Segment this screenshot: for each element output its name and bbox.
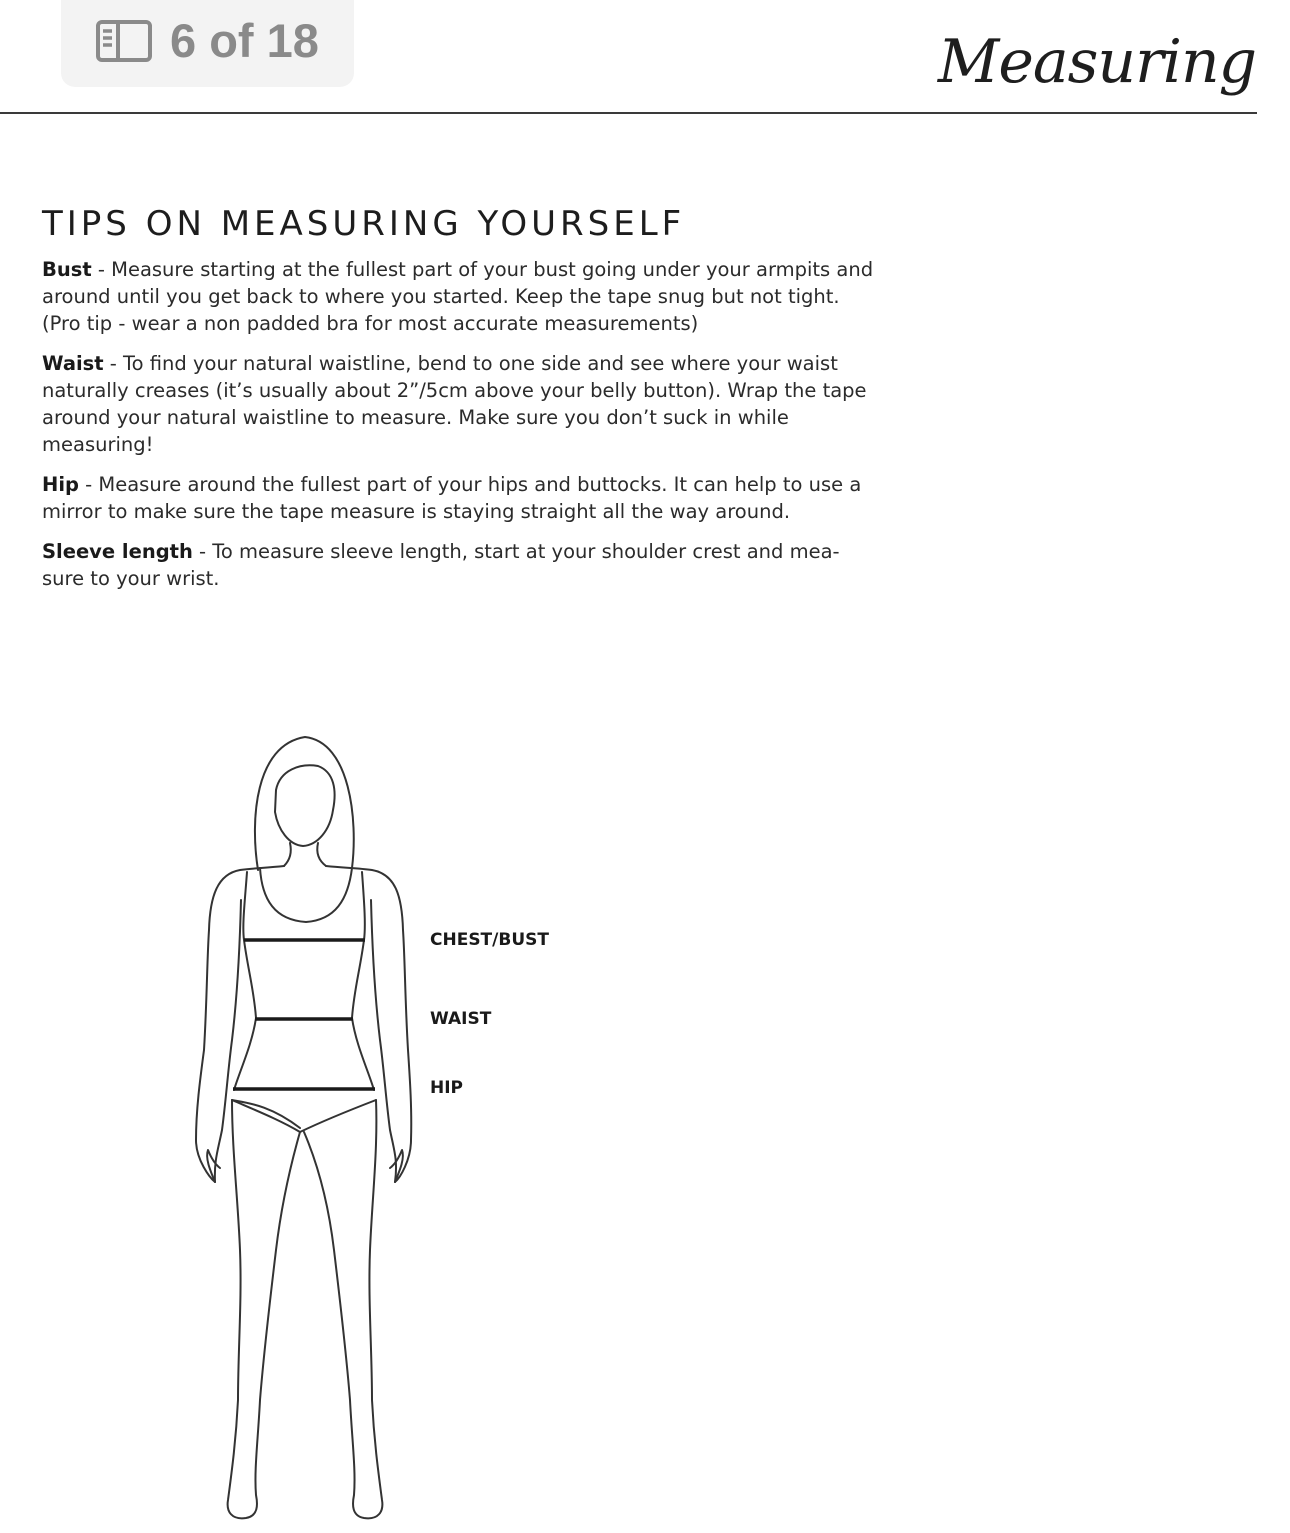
tip-text: - To measure sleeve length, start at your shoulder crest and mea-sure to your wrist. <box>42 540 840 590</box>
tip-text: - Measure starting at the fullest part of your bust going under your armpits and around until you get back to where you started. Keep the tape snug but not tight. (Pro tip - wear a non padded bra for most accurate measurements) <box>42 258 874 335</box>
page-count: 6 of 18 <box>170 14 319 67</box>
chest-bust-label: CHEST/BUST <box>430 930 549 950</box>
tip-text: - Measure around the fullest part of your hips and buttocks. It can help to use a mirror to make sure the tape measure is staying straight all the way around. <box>42 473 862 523</box>
tip-term: Waist <box>42 352 104 375</box>
tip-waist <box>42 350 874 458</box>
tip-text: - To find your natural waistline, bend to one side and see where your waist naturally creases (it’s usually about 2”/5cm above your belly button). Wrap the tape around your natural waistline to measure. Make sure you don’t suck in while measuring! <box>42 352 867 456</box>
page-title: TIPS ON MEASURING YOURSELF <box>42 204 686 244</box>
body-measurement-figure <box>180 730 440 1530</box>
tip-term: Sleeve length <box>42 540 193 563</box>
tip-term: Bust <box>42 258 92 281</box>
hip-label: HIP <box>430 1078 464 1098</box>
section-header: Measuring <box>937 27 1256 97</box>
tip-term: Hip <box>42 473 79 496</box>
tip-hip <box>42 471 874 525</box>
book-pages-icon <box>96 20 152 62</box>
tip-bust <box>42 256 874 337</box>
header-divider <box>0 112 1257 114</box>
waist-label: WAIST <box>430 1009 492 1029</box>
tip-sleeve-length <box>42 538 874 592</box>
tips-list <box>42 256 874 605</box>
page-indicator-button[interactable] <box>61 0 354 87</box>
